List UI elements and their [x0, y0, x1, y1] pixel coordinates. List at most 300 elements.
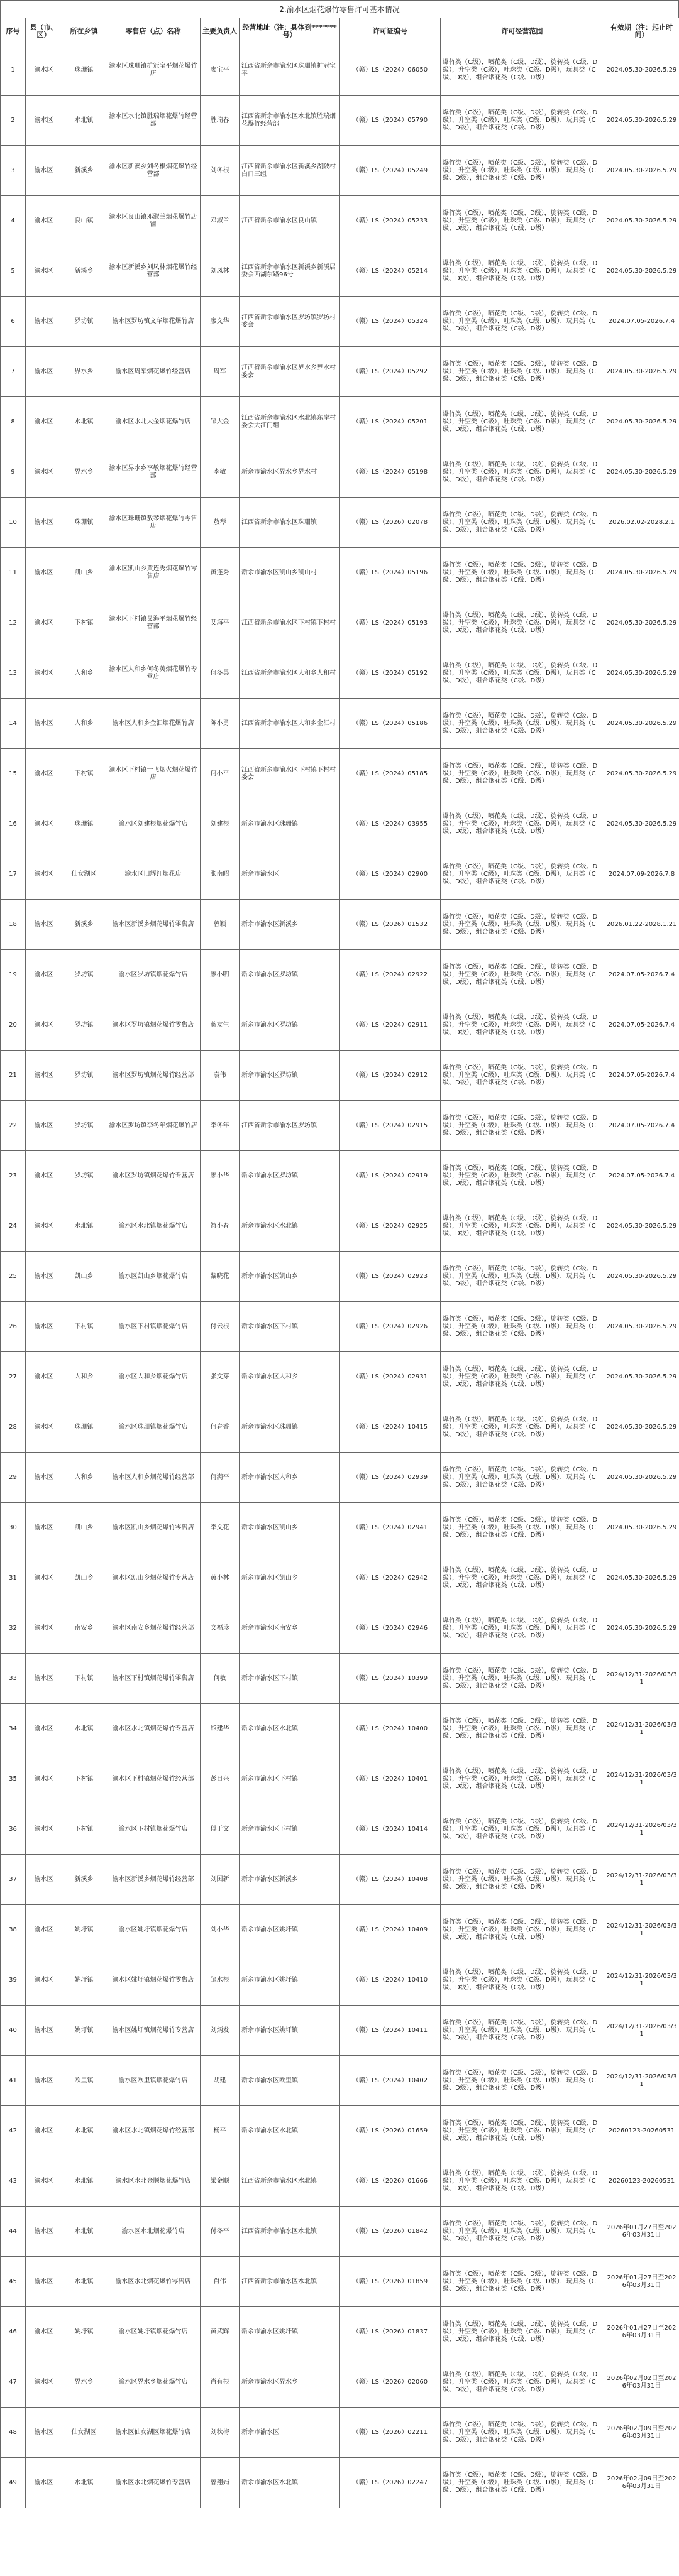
- cell-address: 新余市渝水区人和乡: [240, 1352, 340, 1402]
- table-row: [1, 2408, 679, 2458]
- cell-county: 渝水区: [26, 2257, 62, 2307]
- cell-county: 渝水区: [26, 196, 62, 246]
- cell-address: 新余市渝水区下村镇: [240, 1804, 340, 1855]
- cell-no: 29: [1, 1453, 26, 1503]
- table-row: [1, 1804, 679, 1855]
- cell-no: 8: [1, 397, 26, 447]
- table-row: [1, 2307, 679, 2357]
- cell-county: 渝水区: [26, 347, 62, 397]
- cell-store: 渝水区旧辉红烟花店: [106, 849, 201, 900]
- cell-person: 刘小华: [201, 1905, 240, 1955]
- cell-valid: 2026.01.22-2028.1.21: [604, 900, 679, 950]
- cell-person: 付云根: [201, 1302, 240, 1352]
- column-header: 所在乡镇: [62, 18, 106, 45]
- cell-scope: 爆竹类（C级），喷花类（C级、D级），旋转类（C级、D级），升空类（C级），吐珠类（C级、D级），玩具类（C级、D级），组合烟花类（C级、D级）: [441, 1804, 604, 1855]
- cell-address: 新余市渝水区凯山乡: [240, 1553, 340, 1603]
- table-row: [1, 2106, 679, 2156]
- cell-county: 渝水区: [26, 1051, 62, 1101]
- cell-valid: 2026年02月09日至2026年03月31日: [604, 2458, 679, 2508]
- cell-store: 渝水区界水乡李敏烟花爆竹经营部: [106, 447, 201, 498]
- cell-town: 水北镇: [62, 1201, 106, 1252]
- cell-scope: 爆竹类（C级），喷花类（C级、D级），旋转类（C级、D级），升空类（C级），吐珠类（C级、D级），玩具类（C级、D级），组合烟花类（C级、D级）: [441, 2056, 604, 2106]
- cell-person: 廖小华: [201, 1151, 240, 1201]
- cell-store: 渝水区凯山乡烟花爆竹专营店: [106, 1553, 201, 1603]
- cell-town: 仙女湖区: [62, 849, 106, 900]
- cell-store: 渝水区周军烟花爆竹经营店: [106, 347, 201, 397]
- cell-person: 何小平: [201, 749, 240, 799]
- cell-town: 人和乡: [62, 648, 106, 699]
- cell-valid: 2024.05.30-2026.5.29: [604, 1453, 679, 1503]
- cell-address: 江西省新余市渝水区水北镇: [240, 2156, 340, 2207]
- cell-store: 渝水区姚圩镇烟花爆竹零售店: [106, 1955, 201, 2006]
- cell-scope: 爆竹类（C级），喷花类（C级、D级），旋转类（C级、D级），升空类（C级），吐珠类（C级、D级），玩具类（C级、D级），组合烟花类（C级、D级）: [441, 96, 604, 146]
- cell-license: （赣）LS（2026）01532: [340, 900, 441, 950]
- table-row: [1, 1855, 679, 1905]
- cell-county: 渝水区: [26, 799, 62, 849]
- cell-store: 渝水区欧里镇烟花爆竹店: [106, 2056, 201, 2106]
- cell-no: 19: [1, 950, 26, 1000]
- cell-county: 渝水区: [26, 2006, 62, 2056]
- cell-county: 渝水区: [26, 648, 62, 699]
- cell-scope: 爆竹类（C级），喷花类（C级、D级），旋转类（C级、D级），升空类（C级），吐珠类（C级、D级），玩具类（C级、D级），组合烟花类（C级、D级）: [441, 648, 604, 699]
- table-row: [1, 1151, 679, 1201]
- cell-scope: 爆竹类（C级），喷花类（C级、D级），旋转类（C级、D级），升空类（C级），吐珠类（C级、D级），玩具类（C级、D级），组合烟花类（C级、D级）: [441, 246, 604, 297]
- cell-address: 新余市渝水区珠珊镇: [240, 799, 340, 849]
- cell-county: 渝水区: [26, 950, 62, 1000]
- cell-person: 张文芽: [201, 1352, 240, 1402]
- cell-town: 姚圩镇: [62, 2307, 106, 2357]
- cell-no: 7: [1, 347, 26, 397]
- cell-address: 新余市渝水区下村镇: [240, 1302, 340, 1352]
- cell-valid: 2024.05.30-2026.5.29: [604, 799, 679, 849]
- cell-person: 胡建: [201, 2056, 240, 2106]
- cell-valid: 2024.05.30-2026.5.29: [604, 1503, 679, 1553]
- cell-valid: 2024/12/31-2026/03/31: [604, 1905, 679, 1955]
- table-row: [1, 1051, 679, 1101]
- cell-address: 江西省新余市渝水区罗坊镇罗坊村委会: [240, 297, 340, 347]
- cell-valid: 2024.05.30-2026.5.29: [604, 447, 679, 498]
- cell-scope: 爆竹类（C级），喷花类（C级、D级），旋转类（C级、D级），升空类（C级），吐珠类（C级、D级），玩具类（C级、D级），组合烟花类（C级、D级）: [441, 1151, 604, 1201]
- cell-valid: 2024.05.30-2026.5.29: [604, 749, 679, 799]
- cell-scope: 爆竹类（C级），喷花类（C级、D级），旋转类（C级、D级），升空类（C级），吐珠类（C级、D级），玩具类（C级、D级），组合烟花类（C级、D级）: [441, 1654, 604, 1704]
- cell-person: 何敏: [201, 1654, 240, 1704]
- table-row: [1, 1704, 679, 1754]
- cell-town: 珠珊镇: [62, 45, 106, 96]
- table-row: [1, 246, 679, 297]
- cell-valid: 20260123-20260531: [604, 2106, 679, 2156]
- cell-no: 46: [1, 2307, 26, 2357]
- cell-license: （赣）LS（2024）02900: [340, 849, 441, 900]
- cell-license: （赣）LS（2024）02941: [340, 1503, 441, 1553]
- cell-address: 江西省新余市渝水区水北镇: [240, 2207, 340, 2257]
- cell-license: （赣）LS（2024）02939: [340, 1453, 441, 1503]
- cell-town: 下村镇: [62, 1804, 106, 1855]
- table-row: [1, 849, 679, 900]
- cell-town: 人和乡: [62, 699, 106, 749]
- cell-county: 渝水区: [26, 2357, 62, 2408]
- cell-store: 渝水区水北镇胜瑞烟花爆竹经营部: [106, 96, 201, 146]
- cell-address: 江西省新余市渝水区珠珊镇: [240, 498, 340, 548]
- cell-person: 曾翔娟: [201, 2458, 240, 2508]
- table-row: [1, 1000, 679, 1051]
- cell-scope: 爆竹类（C级），喷花类（C级、D级），旋转类（C级、D级），升空类（C级），吐珠类（C级、D级），玩具类（C级、D级），组合烟花类（C级、D级）: [441, 447, 604, 498]
- cell-no: 47: [1, 2357, 26, 2408]
- table-row: [1, 2056, 679, 2106]
- cell-license: （赣）LS（2024）05292: [340, 347, 441, 397]
- column-header: 县（市、区）: [26, 18, 62, 45]
- cell-license: （赣）LS（2024）02915: [340, 1101, 441, 1151]
- cell-town: 姚圩镇: [62, 1955, 106, 2006]
- cell-license: （赣）LS（2024）10408: [340, 1855, 441, 1905]
- cell-town: 新溪乡: [62, 146, 106, 196]
- cell-address: 新余市渝水区罗坊镇: [240, 1151, 340, 1201]
- table-row: [1, 598, 679, 648]
- cell-person: 袁伟: [201, 1051, 240, 1101]
- cell-license: （赣）LS（2024）05192: [340, 648, 441, 699]
- cell-town: 南安乡: [62, 1603, 106, 1654]
- cell-no: 31: [1, 1553, 26, 1603]
- cell-no: 38: [1, 1905, 26, 1955]
- cell-town: 界水乡: [62, 347, 106, 397]
- table-body: [1, 45, 679, 2508]
- table-row: [1, 2207, 679, 2257]
- table-row: [1, 548, 679, 598]
- cell-county: 渝水区: [26, 1252, 62, 1302]
- cell-valid: 2024.07.05-2026.7.4: [604, 950, 679, 1000]
- cell-no: 5: [1, 246, 26, 297]
- cell-person: 刘秋梅: [201, 2408, 240, 2458]
- cell-county: 渝水区: [26, 45, 62, 96]
- cell-valid: 2024/12/31-2026/03/31: [604, 1804, 679, 1855]
- cell-no: 2: [1, 96, 26, 146]
- cell-license: （赣）LS（2026）02211: [340, 2408, 441, 2458]
- cell-person: 廖文华: [201, 297, 240, 347]
- cell-address: 新余市渝水区凯山乡: [240, 1252, 340, 1302]
- cell-county: 渝水区: [26, 1101, 62, 1151]
- cell-license: （赣）LS（2024）06050: [340, 45, 441, 96]
- cell-town: 珠珊镇: [62, 498, 106, 548]
- cell-county: 渝水区: [26, 1402, 62, 1453]
- cell-license: （赣）LS（2024）10402: [340, 2056, 441, 2106]
- cell-valid: 2024/12/31-2026/03/31: [604, 1654, 679, 1704]
- cell-person: 黎晓花: [201, 1252, 240, 1302]
- cell-store: 渝水区下村镇一飞烟火烟花爆竹店: [106, 749, 201, 799]
- cell-address: 新余市渝水区水北镇: [240, 1704, 340, 1754]
- table-row: [1, 196, 679, 246]
- cell-person: 刘冬根: [201, 146, 240, 196]
- cell-valid: 2024.05.30-2026.5.29: [604, 699, 679, 749]
- cell-license: （赣）LS（2024）05249: [340, 146, 441, 196]
- cell-county: 渝水区: [26, 2207, 62, 2257]
- cell-store: 渝水区新溪乡烟花爆竹零售店: [106, 900, 201, 950]
- table-row: [1, 146, 679, 196]
- cell-address: 新余市渝水区水北镇: [240, 2106, 340, 2156]
- cell-license: （赣）LS（2026）02247: [340, 2458, 441, 2508]
- cell-license: （赣）LS（2024）02912: [340, 1051, 441, 1101]
- cell-county: 渝水区: [26, 1654, 62, 1704]
- cell-valid: 2024.07.05-2026.7.4: [604, 1051, 679, 1101]
- cell-license: （赣）LS（2024）02946: [340, 1603, 441, 1654]
- cell-town: 下村镇: [62, 1754, 106, 1804]
- cell-town: 下村镇: [62, 1302, 106, 1352]
- cell-town: 水北镇: [62, 1704, 106, 1754]
- cell-license: （赣）LS（2024）02942: [340, 1553, 441, 1603]
- cell-scope: 爆竹类（C级），喷花类（C级、D级），旋转类（C级、D级），升空类（C级），吐珠类（C级、D级），玩具类（C级、D级），组合烟花类（C级、D级）: [441, 2307, 604, 2357]
- cell-town: 良山镇: [62, 196, 106, 246]
- cell-county: 渝水区: [26, 1955, 62, 2006]
- cell-no: 14: [1, 699, 26, 749]
- cell-no: 39: [1, 1955, 26, 2006]
- table-row: [1, 96, 679, 146]
- cell-no: 35: [1, 1754, 26, 1804]
- cell-town: 人和乡: [62, 1453, 106, 1503]
- cell-address: 新余市渝水区人和乡: [240, 1453, 340, 1503]
- cell-person: 邹水根: [201, 1955, 240, 2006]
- cell-town: 罗坊镇: [62, 950, 106, 1000]
- cell-town: 罗坊镇: [62, 1101, 106, 1151]
- cell-scope: 爆竹类（C级），喷花类（C级、D级），旋转类（C级、D级），升空类（C级），吐珠类（C级、D级），玩具类（C级、D级），组合烟花类（C级、D级）: [441, 1855, 604, 1905]
- cell-scope: 爆竹类（C级），喷花类（C级、D级），旋转类（C级、D级），升空类（C级），吐珠类（C级、D级），玩具类（C级、D级），组合烟花类（C级、D级）: [441, 749, 604, 799]
- cell-store: 渝水区良山镇邓淑兰烟花爆竹店铺: [106, 196, 201, 246]
- column-header: 许可证编号: [340, 18, 441, 45]
- cell-store: 渝水区下村镇烟花爆竹店: [106, 1302, 201, 1352]
- cell-scope: 爆竹类（C级），喷花类（C级、D级），旋转类（C级、D级），升空类（C级），吐珠类（C级、D级），玩具类（C级、D级），组合烟花类（C级、D级）: [441, 297, 604, 347]
- cell-county: 渝水区: [26, 1855, 62, 1905]
- cell-address: 新余市渝水区珠珊镇: [240, 1402, 340, 1453]
- cell-no: 26: [1, 1302, 26, 1352]
- cell-scope: 爆竹类（C级），喷花类（C级、D级），旋转类（C级、D级），升空类（C级），吐珠类（C级、D级），玩具类（C级、D级），组合烟花类（C级、D级）: [441, 1704, 604, 1754]
- column-header: 主要负责人: [201, 18, 240, 45]
- cell-no: 11: [1, 548, 26, 598]
- cell-store: 渝水区下村镇艾海平烟花爆竹经营部: [106, 598, 201, 648]
- cell-person: 邹大金: [201, 397, 240, 447]
- table-row: [1, 1352, 679, 1402]
- cell-scope: 爆竹类（C级），喷花类（C级、D级），旋转类（C级、D级），升空类（C级），吐珠类（C级、D级），玩具类（C级、D级），组合烟花类（C级、D级）: [441, 799, 604, 849]
- cell-town: 人和乡: [62, 1352, 106, 1402]
- cell-person: 肖伟: [201, 2257, 240, 2307]
- cell-no: 22: [1, 1101, 26, 1151]
- cell-address: 新余市渝水区罗坊镇: [240, 1051, 340, 1101]
- cell-license: （赣）LS（2026）01842: [340, 2207, 441, 2257]
- cell-store: 渝水区罗坊镇烟花爆竹专营店: [106, 1151, 201, 1201]
- table-row: [1, 1654, 679, 1704]
- cell-county: 渝水区: [26, 1503, 62, 1553]
- cell-person: 敖琴: [201, 498, 240, 548]
- cell-store: 渝水区人和乡烟花爆竹经营部: [106, 1453, 201, 1503]
- cell-person: 简小春: [201, 1201, 240, 1252]
- cell-scope: 爆竹类（C级），喷花类（C级、D级），旋转类（C级、D级），升空类（C级），吐珠类（C级、D级），玩具类（C级、D级），组合烟花类（C级、D级）: [441, 548, 604, 598]
- cell-address: 新余市渝水区罗坊镇: [240, 950, 340, 1000]
- column-header: 序号: [1, 18, 26, 45]
- permit-table: [0, 18, 679, 2508]
- cell-person: 黄小林: [201, 1553, 240, 1603]
- cell-valid: 2024.05.30-2026.5.29: [604, 1302, 679, 1352]
- table-row: [1, 799, 679, 849]
- cell-no: 41: [1, 2056, 26, 2106]
- cell-person: 梁金顺: [201, 2156, 240, 2207]
- cell-valid: 2024.05.30-2026.5.29: [604, 196, 679, 246]
- cell-address: 江西省新余市渝水区水北镇东岸村委会大江门组: [240, 397, 340, 447]
- cell-scope: 爆竹类（C级），喷花类（C级、D级），旋转类（C级、D级），升空类（C级），吐珠类（C级、D级），玩具类（C级、D级），组合烟花类（C级、D级）: [441, 347, 604, 397]
- cell-scope: 爆竹类（C级），喷花类（C级、D级），旋转类（C级、D级），升空类（C级），吐珠类（C级、D级），玩具类（C级、D级），组合烟花类（C级、D级）: [441, 2458, 604, 2508]
- cell-scope: 爆竹类（C级），喷花类（C级、D级），旋转类（C级、D级），升空类（C级），吐珠类（C级、D级），玩具类（C级、D级），组合烟花类（C级、D级）: [441, 2156, 604, 2207]
- cell-store: 渝水区水北镇烟花爆竹专营店: [106, 1704, 201, 1754]
- cell-scope: 爆竹类（C级），喷花类（C级、D级），旋转类（C级、D级），升空类（C级），吐珠类（C级、D级），玩具类（C级、D级），组合烟花类（C级、D级）: [441, 1101, 604, 1151]
- cell-store: 渝水区珠珊镇烟花爆竹店: [106, 1402, 201, 1453]
- cell-valid: 2024/12/31-2026/03/31: [604, 1855, 679, 1905]
- cell-store: 渝水区罗坊镇烟花爆竹店: [106, 950, 201, 1000]
- cell-store: 渝水区水北金顺烟花爆竹店: [106, 2156, 201, 2207]
- cell-scope: 爆竹类（C级），喷花类（C级、D级），旋转类（C级、D级），升空类（C级），吐珠类（C级、D级），玩具类（C级、D级），组合烟花类（C级、D级）: [441, 1754, 604, 1804]
- cell-town: 新溪乡: [62, 246, 106, 297]
- cell-person: 刘国新: [201, 1855, 240, 1905]
- cell-county: 渝水区: [26, 1804, 62, 1855]
- cell-town: 水北镇: [62, 2257, 106, 2307]
- cell-town: 凯山乡: [62, 1553, 106, 1603]
- cell-town: 姚圩镇: [62, 1905, 106, 1955]
- cell-valid: 2024.05.30-2026.5.29: [604, 548, 679, 598]
- cell-valid: 2024.05.30-2026.5.29: [604, 45, 679, 96]
- cell-town: 水北镇: [62, 2207, 106, 2257]
- cell-license: （赣）LS（2024）10401: [340, 1754, 441, 1804]
- cell-no: 42: [1, 2106, 26, 2156]
- cell-scope: 爆竹类（C级），喷花类（C级、D级），旋转类（C级、D级），升空类（C级），吐珠类（C级、D级），玩具类（C级、D级），组合烟花类（C级、D级）: [441, 598, 604, 648]
- cell-person: 黄连秀: [201, 548, 240, 598]
- table-row: [1, 1402, 679, 1453]
- cell-no: 21: [1, 1051, 26, 1101]
- cell-store: 渝水区姚圩镇烟花爆竹店: [106, 1905, 201, 1955]
- cell-license: （赣）LS（2026）01859: [340, 2257, 441, 2307]
- cell-no: 15: [1, 749, 26, 799]
- cell-store: 渝水区南安乡烟花爆竹经营部: [106, 1603, 201, 1654]
- cell-valid: 2026年02月02日至2026年03月31日: [604, 2357, 679, 2408]
- table-row: [1, 1101, 679, 1151]
- cell-person: 彭日兴: [201, 1754, 240, 1804]
- cell-person: 杨平: [201, 2106, 240, 2156]
- cell-scope: 爆竹类（C级），喷花类（C级、D级），旋转类（C级、D级），升空类（C级），吐珠类（C级、D级），玩具类（C级、D级），组合烟花类（C级、D级）: [441, 2106, 604, 2156]
- cell-no: 30: [1, 1503, 26, 1553]
- cell-license: （赣）LS（2024）02922: [340, 950, 441, 1000]
- table-row: [1, 347, 679, 397]
- cell-valid: 2024.05.30-2026.5.29: [604, 1553, 679, 1603]
- cell-license: （赣）LS（2024）02926: [340, 1302, 441, 1352]
- cell-valid: 2024/12/31-2026/03/31: [604, 1754, 679, 1804]
- cell-person: 肖有根: [201, 2357, 240, 2408]
- cell-county: 渝水区: [26, 2106, 62, 2156]
- cell-person: 邓淑兰: [201, 196, 240, 246]
- cell-address: 江西省新余市渝水区新溪乡湖陂村白口三组: [240, 146, 340, 196]
- cell-store: 渝水区珠珊镇敖琴烟花爆竹零售店: [106, 498, 201, 548]
- cell-store: 渝水区罗坊镇文华烟花爆竹店: [106, 297, 201, 347]
- cell-address: 新余市渝水区新溪乡: [240, 900, 340, 950]
- cell-address: 新余市渝水区下村镇: [240, 1654, 340, 1704]
- cell-store: 渝水区下村镇烟花爆竹零售店: [106, 1654, 201, 1704]
- cell-license: （赣）LS（2024）10411: [340, 2006, 441, 2056]
- cell-valid: 2024.05.30-2026.5.29: [604, 648, 679, 699]
- cell-license: （赣）LS（2024）05790: [340, 96, 441, 146]
- cell-license: （赣）LS（2024）05198: [340, 447, 441, 498]
- cell-valid: 2024.05.30-2026.5.29: [604, 1201, 679, 1252]
- table-row: [1, 1453, 679, 1503]
- cell-town: 罗坊镇: [62, 1151, 106, 1201]
- cell-license: （赣）LS（2024）03955: [340, 799, 441, 849]
- column-header: 经营地址（注：具体到*******号）: [240, 18, 340, 45]
- cell-valid: 2024.05.30-2026.5.29: [604, 96, 679, 146]
- cell-store: 渝水区罗坊镇烟花爆竹零售店: [106, 1000, 201, 1051]
- cell-no: 10: [1, 498, 26, 548]
- cell-county: 渝水区: [26, 2458, 62, 2508]
- cell-scope: 爆竹类（C级），喷花类（C级、D级），旋转类（C级、D级），升空类（C级），吐珠类（C级、D级），玩具类（C级、D级），组合烟花类（C级、D级）: [441, 397, 604, 447]
- cell-person: 李敏: [201, 447, 240, 498]
- cell-scope: 爆竹类（C级），喷花类（C级、D级），旋转类（C级、D级），升空类（C级），吐珠类（C级、D级），玩具类（C级、D级），组合烟花类（C级、D级）: [441, 2006, 604, 2056]
- cell-scope: 爆竹类（C级），喷花类（C级、D级），旋转类（C级、D级），升空类（C级），吐珠类（C级、D级），玩具类（C级、D级），组合烟花类（C级、D级）: [441, 1453, 604, 1503]
- cell-store: 渝水区界水乡烟花爆竹店: [106, 2357, 201, 2408]
- cell-no: 6: [1, 297, 26, 347]
- cell-person: 陈小勇: [201, 699, 240, 749]
- cell-valid: 2024.05.30-2026.5.29: [604, 146, 679, 196]
- cell-no: 3: [1, 146, 26, 196]
- cell-valid: 2024.07.09-2026.7.8: [604, 849, 679, 900]
- cell-county: 渝水区: [26, 498, 62, 548]
- cell-county: 渝水区: [26, 1754, 62, 1804]
- cell-store: 渝水区下村镇烟花爆竹经营部: [106, 1754, 201, 1804]
- cell-valid: 2024/12/31-2026/03/31: [604, 1704, 679, 1754]
- cell-town: 水北镇: [62, 2106, 106, 2156]
- cell-store: 渝水区仙女湖区烟花爆竹店: [106, 2408, 201, 2458]
- cell-town: 水北镇: [62, 397, 106, 447]
- cell-store: 渝水区姚圩镇烟花爆竹店: [106, 2307, 201, 2357]
- cell-valid: 2024.05.30-2026.5.29: [604, 1603, 679, 1654]
- cell-store: 渝水区凯山乡黄连秀烟花爆竹零售店: [106, 548, 201, 598]
- cell-address: 新余市渝水区姚圩镇: [240, 2307, 340, 2357]
- cell-town: 珠珊镇: [62, 799, 106, 849]
- table-row: [1, 2458, 679, 2508]
- cell-no: 45: [1, 2257, 26, 2307]
- cell-license: （赣）LS（2024）10415: [340, 1402, 441, 1453]
- cell-address: 新余市渝水区凯山乡: [240, 1503, 340, 1553]
- cell-person: 艾海平: [201, 598, 240, 648]
- cell-person: 胜瑞春: [201, 96, 240, 146]
- cell-address: 江西省新余市渝水区下村镇下村村委会: [240, 749, 340, 799]
- cell-address: 新余市渝水区新溪乡: [240, 1855, 340, 1905]
- cell-scope: 爆竹类（C级），喷花类（C级、D级），旋转类（C级、D级），升空类（C级），吐珠类（C级、D级），玩具类（C级、D级），组合烟花类（C级、D级）: [441, 1051, 604, 1101]
- cell-county: 渝水区: [26, 447, 62, 498]
- cell-license: （赣）LS（2024）10409: [340, 1905, 441, 1955]
- cell-scope: 爆竹类（C级），喷花类（C级、D级），旋转类（C级、D级），升空类（C级），吐珠类（C级、D级），玩具类（C级、D级），组合烟花类（C级、D级）: [441, 1252, 604, 1302]
- cell-town: 欧里镇: [62, 2056, 106, 2106]
- cell-address: 新余市渝水区水北镇: [240, 1201, 340, 1252]
- cell-person: 何春香: [201, 1402, 240, 1453]
- page-title: 2.渝水区烟花爆竹零售许可基本情况: [0, 0, 679, 18]
- cell-town: 珠珊镇: [62, 1402, 106, 1453]
- cell-scope: 爆竹类（C级），喷花类（C级、D级），旋转类（C级、D级），升空类（C级），吐珠类（C级、D级），玩具类（C级、D级），组合烟花类（C级、D级）: [441, 2357, 604, 2408]
- cell-address: 江西省新余市渝水区人和乡人和村: [240, 648, 340, 699]
- cell-address: 新余市渝水区姚圩镇: [240, 1955, 340, 2006]
- cell-person: 何冬英: [201, 648, 240, 699]
- cell-address: 江西省新余市渝水区界水乡界水村委会: [240, 347, 340, 397]
- cell-license: （赣）LS（2024）05186: [340, 699, 441, 749]
- cell-person: 廖小明: [201, 950, 240, 1000]
- cell-license: （赣）LS（2024）05185: [340, 749, 441, 799]
- cell-county: 渝水区: [26, 1905, 62, 1955]
- cell-person: 刘炳发: [201, 2006, 240, 2056]
- cell-person: 黄武辉: [201, 2307, 240, 2357]
- cell-no: 12: [1, 598, 26, 648]
- cell-town: 下村镇: [62, 1654, 106, 1704]
- cell-person: 张南昭: [201, 849, 240, 900]
- cell-address: 江西省新余市渝水区罗坊镇: [240, 1101, 340, 1151]
- cell-address: 新余市渝水区罗坊镇: [240, 1000, 340, 1051]
